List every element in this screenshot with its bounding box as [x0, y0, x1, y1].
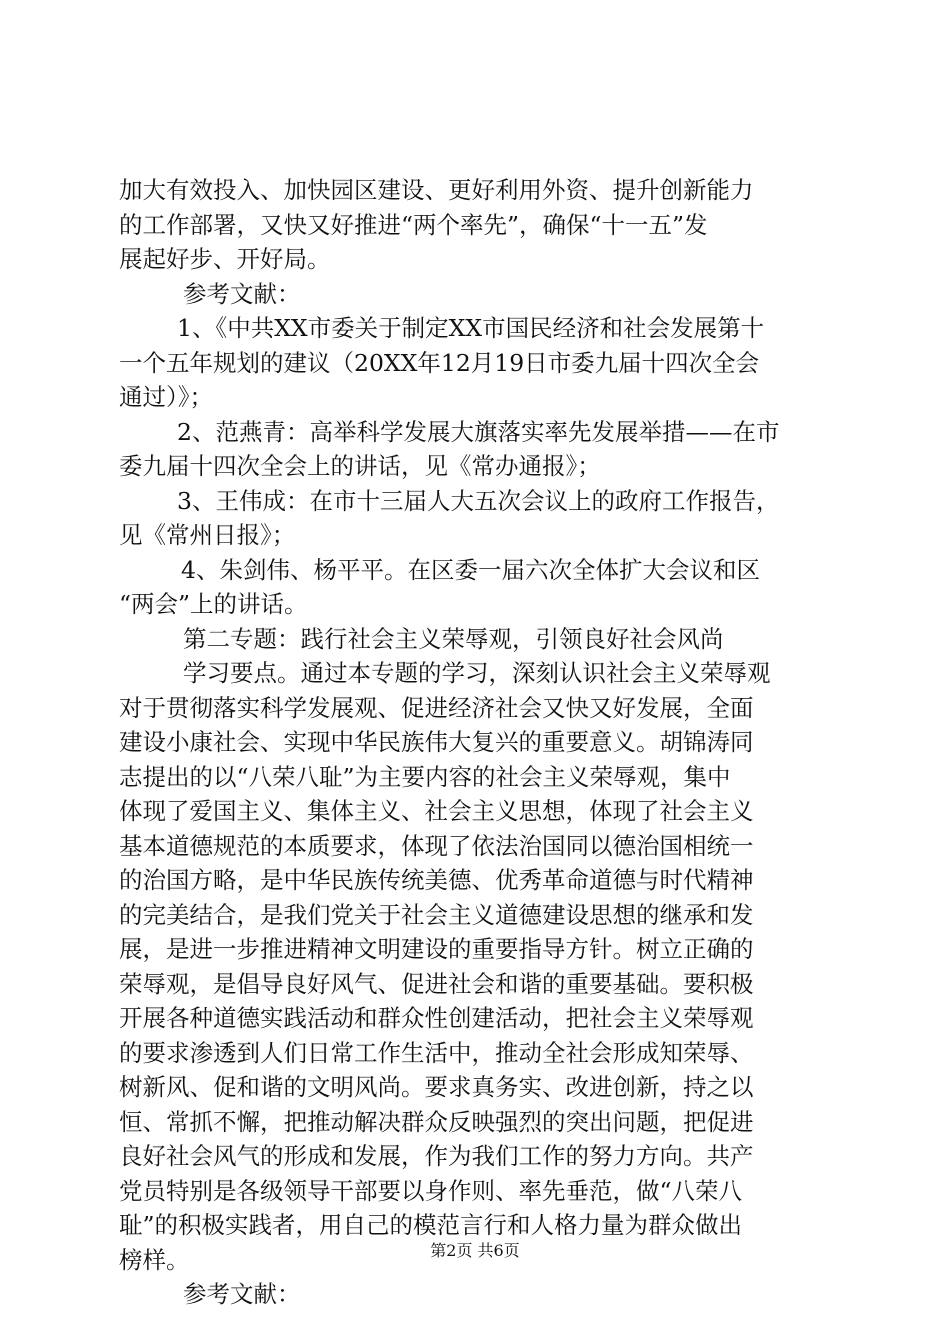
text-line: 耻”的积极实践者，用自己的模范言行和人格力量为群众做出	[119, 1211, 743, 1239]
text-line: 3、王伟成：在市十三届人大五次会议上的政府工作报告，	[177, 486, 780, 515]
text-line: 参考文献：	[183, 279, 301, 308]
text-line: 2、范燕青：高举科学发展大旗落实率先发展举措——在市	[177, 417, 780, 446]
text-line: 1、《中共XX市委关于制定XX市国民经济和社会发展第十	[177, 314, 765, 342]
page-footer: 第2页 共6页	[430, 1241, 520, 1260]
text-line: 的治国方略，是中华民族传统美德、优秀革命道德与时代精神	[119, 866, 754, 894]
text-line: 4、朱剑伟、杨平平。在区委一届六次全体扩大会议和区	[181, 555, 760, 584]
text-line: 党员特别是各级领导干部要以身作则、率先垂范，做“八荣八	[119, 1176, 743, 1205]
text-line: 志提出的以“八荣八耻”为主要内容的社会主义荣辱观，集中	[119, 762, 731, 791]
document-body	[119, 173, 839, 1312]
text-line: 开展各种道德实践活动和群众性创建活动，把社会主义荣辱观	[119, 1004, 754, 1032]
text-line: 的工作部署，又快又好推进“两个率先”，确保“十一五”发	[119, 210, 708, 239]
text-line: 良好社会风气的形成和发展，作为我们工作的努力方向。共产	[119, 1142, 754, 1170]
text-line: 第二专题：践行社会主义荣辱观，引领良好社会风尚	[183, 624, 724, 653]
text-line: 的要求渗透到人们日常工作生活中，推动全社会形成知荣辱、	[119, 1038, 754, 1067]
text-line: 展，是进一步推进精神文明建设的重要指导方针。树立正确的	[119, 935, 754, 963]
text-line: 展起好步、开好局。	[119, 245, 331, 273]
text-line: 荣辱观，是倡导良好风气、促进社会和谐的重要基础。要积极	[119, 969, 754, 998]
text-line: 的完美结合，是我们党关于社会主义道德建设思想的继承和发	[119, 900, 754, 929]
text-line: 加大有效投入、加快园区建设、更好利用外资、提升创新能力	[119, 176, 754, 204]
text-line: 恒、常抓不懈，把推动解决群众反映强烈的突出问题，把促进	[119, 1107, 754, 1136]
text-line: 委九届十四次全会上的讲话，见《常办通报》；	[119, 452, 601, 480]
text-line: 通过）》；	[119, 383, 213, 411]
text-line: 见《常州日报》；	[119, 521, 296, 549]
text-line: 学习要点。通过本专题的学习，深刻认识社会主义荣辱观	[183, 659, 771, 687]
text-line: 榜样。	[119, 1245, 190, 1274]
text-line: 体现了爱国主义、集体主义、社会主义思想，体现了社会主义	[119, 797, 754, 825]
text-line: 树新风、促和谐的文明风尚。要求真务实、改进创新，持之以	[119, 1073, 754, 1101]
text-line: 建设小康社会、实现中华民族伟大复兴的重要意义。胡锦涛同	[119, 728, 754, 756]
text-line: 一个五年规划的建议（20XX年12月19日市委九届十四次全会	[119, 348, 760, 377]
text-line: 基本道德规范的本质要求，体现了依法治国同以德治国相统一	[119, 831, 754, 860]
text-line: 参考文献：	[183, 1280, 301, 1308]
text-line: “两会”上的讲话。	[119, 590, 308, 618]
text-line: 对于贯彻落实科学发展观、促进经济社会又快又好发展，全面	[119, 693, 754, 722]
